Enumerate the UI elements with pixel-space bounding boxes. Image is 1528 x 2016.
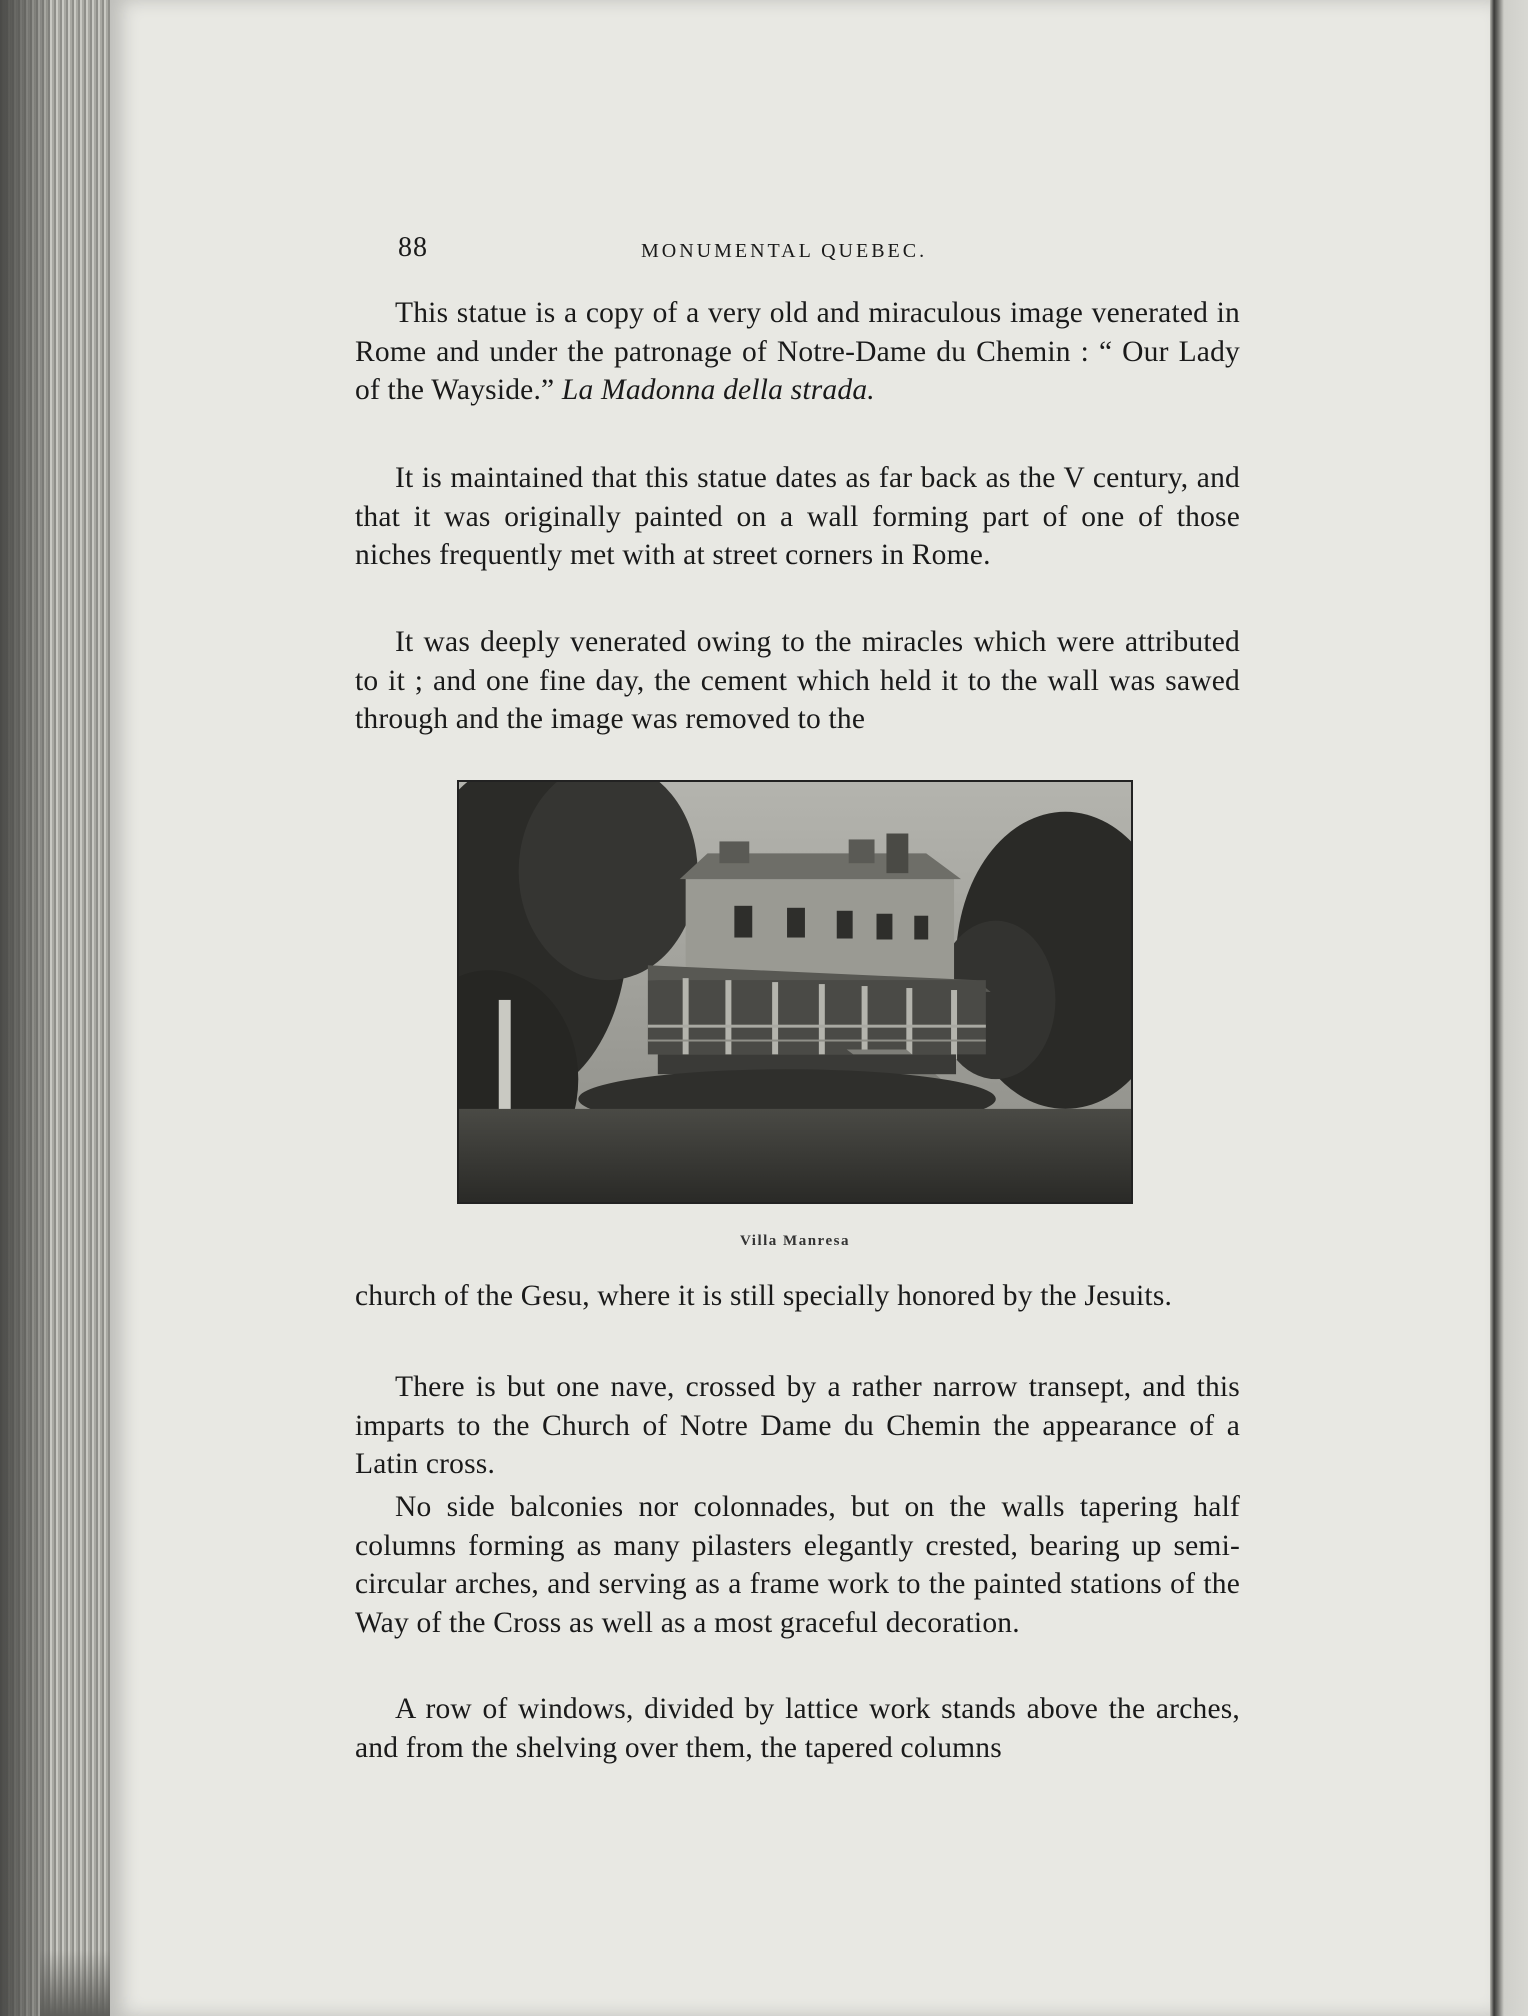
facing-page-edge bbox=[1490, 0, 1528, 2016]
paragraph-nave: There is but one nave, crossed by a rather narrow transept, and this imparts to the Church of Notre Dame du Chemin the appearance of a Latin cross. bbox=[355, 1371, 1240, 1480]
running-title: MONUMENTAL QUEBEC. bbox=[641, 240, 928, 262]
paragraph-windows: A row of windows, divided by lattice work stands above the arches, and from the shelving over them, the tapered columns bbox=[355, 1693, 1240, 1764]
book-edge-shadow-bottom bbox=[40, 1950, 120, 2016]
paragraph-statue-age: It is maintained that this statue dates as far back as the V century, and that it was originally painted on a wall forming part of one of those niches frequently met with at street corners in Rome. bbox=[355, 462, 1240, 571]
paragraph-gesu-church: church of the Gesu, where it is still specially honored by the Jesuits. bbox=[355, 1280, 1173, 1312]
paragraph-veneration: It was deeply venerated owing to the miracles which were attributed to it ; and one fine day, the cement which held it to the wall was sawed through and the image was removed to the bbox=[355, 626, 1240, 735]
italic-title: La Madonna della strada. bbox=[561, 374, 875, 406]
page-number: 88 bbox=[398, 232, 428, 263]
paragraph-statue-copy bbox=[355, 294, 1240, 410]
villa-photo-illustration bbox=[459, 782, 1131, 1202]
running-head bbox=[398, 232, 1243, 272]
photo-villa-manresa bbox=[457, 780, 1133, 1204]
paragraph-pilasters: No side balconies nor colonnades, but on the walls tapering half columns forming as many pilasters elegantly crested, bearing up semi-circular arches, and serving as a frame work to the painted stations of the Way of the Cross as well as a most graceful decoration. bbox=[355, 1491, 1240, 1639]
paragraph-text: This statue is a copy of a very old and miraculous image venerated in Rome and under the patronage of Notre-Dame du Chemin : “ Our Lady of the Wayside.” bbox=[355, 297, 1240, 406]
figure-caption: Villa Manresa bbox=[740, 1233, 850, 1249]
book-spine-shadow bbox=[0, 0, 50, 2016]
